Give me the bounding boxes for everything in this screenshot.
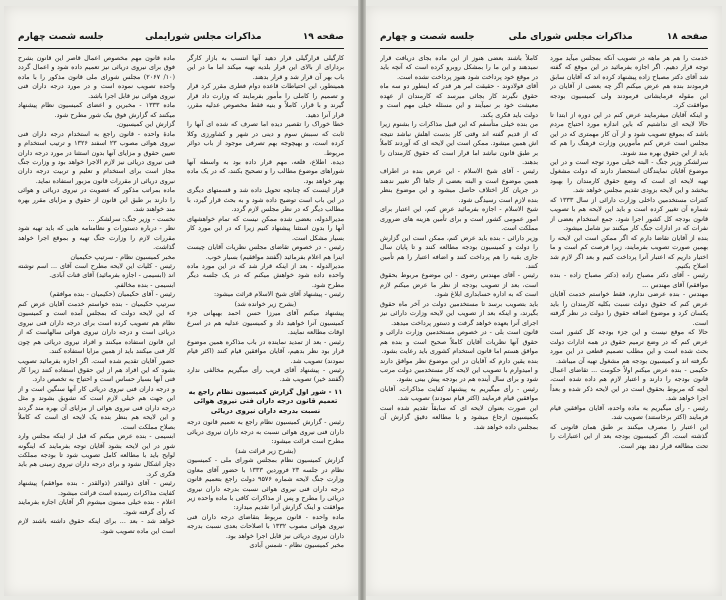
publication-title: مذاکرات مجلس شورای ملی xyxy=(508,32,633,42)
paragraph: نظر - درباره دستورات و نظامنامه هایی که باید تهیه شود مقررات لازم را وزارت جنگ تهیه و بموقع اجرا خواهد گذاشت. xyxy=(18,224,175,252)
book-gutter xyxy=(358,0,366,600)
paragraph: قانون است بلی - در خصوص مستخدمین وزارت دارائی و حقوق آنها نظریات آقایان کاملاً صحیح است و بنده هم موافق هستم اما قانون استخدام کشوری باید رعایت بشود. xyxy=(380,328,538,356)
publication-title: مذاکرات مجلس شورایملی xyxy=(145,32,262,42)
paragraph: این اعتبار را مصرف میکنند بر طبق همان قانونی که گذشته است. اگر کمیسیون بودجه بعد از این اعتبارات را تحت مطالعه قرار دهد بهتر است. xyxy=(550,422,708,450)
paragraph: شیخ الاسلام - اجازه بفرمائید عرض کنم، این اعتبار برای امور عمومی کشور است و برای تأمین هزینه های ضروری مملکت است. xyxy=(380,205,538,233)
paragraph: مخبر کمیسیون نظام - سرتیپ حکیمیان xyxy=(70,252,175,261)
paragraph: ماده بمراتب مذکور که عضویت در نیروی دریائی و هوائی را دارند بر طبق این قانون از حقوق و مزایای مقرر بهره مند خواهند شد. xyxy=(18,186,175,214)
paragraph: کاملاً باشند بعضی هنوز از این ماده بجای دریافت قرار نمیدهند و این ما را بمشکل روبرو کرده است که آنچه باید در موقع خود پرداخت شود هنوز پرداخت نشده است. xyxy=(380,54,538,81)
paragraph: رئیس - آقای مهندس رضوی - این موضوع مربوط بحقوق است، بعد از تصویب بودجه از نظر ما عرض میکنم لازم است که به اداره حسابداری ابلاغ شود. xyxy=(380,271,538,299)
header-rule xyxy=(18,48,344,49)
page-number: صفحه ۱۹ xyxy=(302,32,344,42)
paragraph: حالا که موقع نیست و این جزء بودجه کل کشور است عرض کنم که در وضع ترمیم حقوق در همه ادارات دولت بحث شده است و این مطلب تصمیم قطعی در این مورد نگرفته اند و کمیسیون بودجه هم مشغول تهیه آن میباشد. xyxy=(550,328,708,365)
paragraph: رئیس - آقای شیخ الاسلام - این عرض بنده در اطراف همین موضوع است و البته بعضی از جاها اگر تغییر ندهند در جریان کار اختلاف حاصل میشود و این موضوع بنظر بنده لازم است رسیدگی شود. xyxy=(380,167,538,204)
paragraph: کارگیلی قرارگیلی قرار دهید آنها انتسب به بازار کارگر بردارای از بالای این قرار بلدیه تهیه میکند اما ما در این باب بهر آن قرار شد و قرار بدهند. xyxy=(187,54,344,81)
paragraph: ابسیمی - بنده عرض میکنم که قبل از اینکه مجلس وارد شور در این لایحه بشود آقایان توجه بفرمایند که اینگونه لوایح باید با مطالعه کامل تصویب شود تا بودجه مملکت دچار اشکال نشود و برای درجه داران نیروی زمینی هم باید فکری کرد. xyxy=(18,432,175,478)
paragraph: مادهٔ واحده - قانون راجع به استخدام درجه داران فنی نیروی هوائی مصوب ۲۳ اسفند ۱۳۲۶ و ترتیب استخدام و تعیین حقوق و مزایای آنها بدون استثنا در مورد درجه داران فنی نیروی دریائی نیز لازم الاجرا خواهد بود و وزارت جنگ مجاز است برای استخدام و تعلیم و تربیت درجه داران نیروی دریائی از مقررات قانون مزبور استفاده نماید. xyxy=(18,129,175,185)
paragraph: باید بتصویب برسد تا مستخدمین دولت در آخر ماه حقوق بگیرند، و اینکه بعد از تصویب این لایحه وزارت دارائی نیز اجرای آنرا بعهده خواهد گرفت و دستور پرداخت میدهد. xyxy=(380,299,538,327)
paragraph: رئیس - کلیات این لایحه مطرح است آقای ... اسم نوشته اند (ابسیمی - اجازه بفرمائید) آقای قنات آبادی. xyxy=(18,261,175,280)
paragraph: نخست - وزیر جنگ: سرلشکر ... xyxy=(88,214,175,223)
page-number: صفحه ۱۸ xyxy=(666,32,708,42)
paragraph: کنترات مستخدمین داخلی وزارت دارائی از سال ۱۳۳۳ که شماره آن تغییر کرده است و باید این لایحه هم با تصویب قانون بودجه کل کشور اجرا شود. جمع استخدام بعضی از نفرات که در ادارات جنگ کار میکنند نیز شامل میشود. xyxy=(550,195,708,233)
column-right xyxy=(550,54,708,586)
paragraph: سرلشکر وزیر جنگ - البته خیلی مورد توجه است و در این موضوع آقایان نمایندگان استحضار دارند که دولت مشغول تهیه لایحه ای است که وضع حقوق کارمندان را بهبود ببخشد و این لایحه بزودی تقدیم مجلس خواهد شد. xyxy=(550,157,708,195)
paragraph: ماده ۱۳۳۳ - مخبرین و اعضای کمیسیون نظام پیشنهاد میکنند که گزارش فوق بیک شور مطرح شود. xyxy=(18,101,175,119)
page-right xyxy=(366,6,722,596)
column-right xyxy=(187,54,344,586)
text-columns-right xyxy=(380,54,708,586)
paragraph: خواهد شد - بعد ... برای اینکه حقوق داشته باشند لازم است این ماده تصویب شود. xyxy=(18,517,175,535)
paragraph: گزارش کمیسیون نظام بمجلس شورای ملی - کمیسیون نظام در جلسه ۲۳ فروردین ۱۳۳۳ با حضور آقای معاون وزارت جنگ لایحه شماره ۹۵۷۶ دولت راجع بتعمیم قانون درجه داران فنی نیروی هوائی نسبت بدرجه داران نیروی دریائی را مطرح و پس از مذاکرات کافی با ماده واحده زیر موافقت و اینک گزارش آنرا تقدیم میدارد: xyxy=(187,456,344,512)
paragraph: مدیرالدوله، بعضی شده ممکن نیست که تمام خواهشهای آنها را بدون استثنا پیشنهاد کنیم زیرا که در این مورد کار بسیار مشکل است. xyxy=(187,214,344,242)
paragraph: رئیس - آقای دکتر مصباح زاده (دکتر مصباح زاده - بنده موافقم) آقای مهندس ... xyxy=(550,271,708,289)
paragraph: من بنده خیلی متأسفم که این قبیل مذاکرات را بشنوم زیرا که از قدیم گفته اند وقتی کار بدست اهلش نباشد نتیجه اش همین میشود. ممکن است این لایحه ای که آوردند کاملاً بر طبق قانون نباشد اما قرار است که حقوق کارمندان را بدهند. xyxy=(380,120,538,166)
paragraph: همینطور، این احتیاطات قاعده دوام فطری مقرر کرد قرار و تصمیم را کاملی را مأمور بفرمایند که وزارت داد قرار گیرند و با قرار، کاملاً و بنیه فقط مخصوص عدلیه مقرر، قرار آنرا دهید. xyxy=(187,82,344,119)
paragraph: پیشنهاد میکنم آقای میرزا حسن احمد بهبهانی جزء کمیسیون آنرا خواهید داد و کمیسیون عدلیه هم در اسرع اوقات مطالعه نمایند. xyxy=(187,309,344,337)
paragraph: رئیس - رأی میگیریم به پیشنهاد کفایت مذاکرات، آقایان موافقین قیام فرمایند (اکثر قیام نمودند) تصویب شد. xyxy=(380,384,538,403)
paragraph: رئیس - آقای حکیمیان (حکیمیان - بنده موافقم) xyxy=(49,290,175,299)
paragraph: (بشرح زیر خوانده شد) xyxy=(234,299,297,308)
column-left xyxy=(380,54,538,586)
paragraph: مدیرالدوله - بعد از اینکه قرار شد که در این مورد ماده واحده داده شود خواهش میکنم که در یک جلسه دیگر مطرح شود. xyxy=(187,261,344,289)
paragraph: رئیس - آقای ذوالقدر (ذوالقدر - بنده موافقم) پیشنهاد کفایت مذاکرات رسیده است قرائت میشود. xyxy=(18,479,175,497)
paragraph: حکیمی - بنده عرض میکنم اولاً حکومت ... تقاضای اعمال قانون بودجه را دارند و اعتبار لازم هم داده شده است، آنچه که مربوط بحقوق است در این لایحه ذکر شده و بعداً اجرا خواهد شد. xyxy=(550,365,708,403)
paragraph: گزارش این کمیسیون. xyxy=(116,120,175,129)
paragraph: این صورت بعنوان لایحه ای که سابقاً تقدیم شده است بکمیسیون ارجاع میشود و با مطالعه دقیق گزارش آن بمجلس داده خواهد شد. xyxy=(380,403,538,431)
paragraph: (بشرح زیر قرائت شد) xyxy=(235,446,296,455)
page-header-left xyxy=(18,28,344,46)
paragraph: بنده یقین دارم که آقایان در این موضوع نظر موافق دارند و امیدوارم با تصویب این لایحه کار مستخدمین دولت مرتب شود و برای سال آینده هم در بودجه پیش بینی بشود. xyxy=(380,356,538,384)
paragraph: رئیس - رأی میگیریم به ماده واحده، آقایان موافقین قیام فرمایند (اکثر برخاستند) تصویب شد. xyxy=(550,403,708,422)
paragraph: وزیر دارائی - بنده باید عرض کنم، ممکن است این گزارش را دولت و کمیسیون بودجه مطالعه کنند و تا پایان سال جاری بقیه را هم پرداخت کنند و اضافه اعتبار را هم تأمین کنند. xyxy=(380,233,538,270)
paragraph: و اینکه آقایان میفرمایند عرض کنم در این دوره از ابتدا تا حالا لایحه ای نداشتیم که باین اندازه مورد احتیاج مردم باشد که بموقع تصویب شود و از آن کار مهمتری که در این مجلس است عرض کنم مأمورین وزارت فرهنگ را هم که باید از این حقوق بهره مند شوند. xyxy=(550,110,708,157)
paragraph: آقای فولادوند - حقیقت امر هر قدر که اینطور دو سه ماه حقوق نگیرند کار بجائی میرسد که کارمندان از عهده معیشت خود بر نمیآیند و این مسئله خیلی مهم است و دولت باید فکری بکند. xyxy=(380,82,538,119)
paragraph: مخبر کمیسیون نظام - شمس آبادی xyxy=(249,541,344,550)
paragraph: و درجه داران فنی نیروی دریائی کار آنها سنگین است و از این جهت هم خیلی لازم است که تشویق بشوند و مثل درجه داران فنی نیروی هوائی از مزایای آن بهره مند گردند و این لایحه هم بنظر بنده یک لایحه ای است که کاملاً بصلاح مملکت است. xyxy=(18,384,175,431)
paragraph: قرار اینست که چنانچه تحویل داده شد و قسمتهای دیگری در این باب است توضیح داده شود و به بحث قرار گیرد، با مطالب دیگر که در نظر مجلس لازم گردد. xyxy=(187,186,344,214)
text-columns-left xyxy=(18,54,344,586)
paragraph: مهندس - بنده عرضی ندارم، فقط خواستم خدمت آقایان عرض کنم که حقوق دولت نسبت بکلیه کارمندان را باید یکسان کرد و موضوع اضافه حقوق را دولت در نظر گرفته است. xyxy=(550,290,708,327)
paragraph: اعلام - بنده خیلی ممنون میشوم اگر آقایان اجازه بفرمایند که رأی گرفته شود. xyxy=(18,498,175,516)
page-left xyxy=(4,6,358,596)
paragraph: رئیس - پیشنهاد آقای شیخ الاسلام قرائت میشود: xyxy=(214,290,344,299)
paragraph: ابسیمی - بنده مخالفم. xyxy=(114,280,175,289)
paragraph: رئیس - بعد از تمدید نماینده در باب مذاکره همین موضوع قرار بود نظر بدهیم، آقایان موافقین قیام کنند (اکثر قیام نمودند) تصویب شد. xyxy=(187,337,344,365)
header-rule xyxy=(380,48,708,49)
section-heading: ۱۱ - شور اول گزارش کمیسیون نظام راجع به تعمیم قانون درجه داران فنی نیروی هوائی نسبت بدرجه داران نیروی دریائی xyxy=(188,387,343,415)
paragraph: ماده قانون مهم مخصوص اعمال قاصر این قانون بشرح فوق برای نیروی دریائی نیز تعمیم داده شود و اعمال گردد (۱۰/ ۲۰۶۷) مجلس شورای ملی قانون مذکور را با ماده واحده تصویب نموده است و در مورد درجه داران فنی نیروی هوائی نیز قابل اجرا باشد. xyxy=(18,54,175,100)
paragraph: حضور آقایان تقدیم شده است. اگر اجازه بفرمائید تصویب بشود که این افراد هم از این حقوق استفاده کنند زیرا کار فنی آنها بسیار حساس است و احتیاج به تخصص دارد. xyxy=(18,356,175,384)
paragraph: سرتیپ حکیمیان - بنده خواستم خدمت آقایان عرض کنم که این لایحه دولت که بمجلس آمده است و کمیسیون نظام هم تصویب کرده است برای درجه داران فنی نیروی دریائی است و درجه داران نیروی هوائی سالهاست که از این قانون استفاده میکنند و افراد نیروی دریائی هم چون کار فنی میکنند باید از همین مزایا استفاده کنند. xyxy=(18,299,175,356)
paragraph: ماده واحده - قانون مربوط بتقاضای درجه داران فنی نیروی هوائی مصوب ۱۳۳۲ با اصلاحات بعدی نسبت بدرجه داران نیروی دریائی نیز قابل اجرا خواهد بود. xyxy=(187,512,344,540)
column-left xyxy=(18,54,175,586)
page-header-right xyxy=(380,28,708,46)
paragraph: دیده. اطلاع، فلعه، مهم قرار داده بود به واسطه آنها شوراهای موضوع مطالب را و تصحیح بکنند، که در یک ماده بهتر خواهد بود. xyxy=(187,157,344,185)
session-title: جلسه شصت و چهارم xyxy=(380,32,475,42)
session-title: جلسه شصت چهارم xyxy=(18,32,104,42)
paragraph: بنده از آقایان تقاضا دارم که اگر ممکن است این لایحه را بهمین صورت تصویب بفرمایند، زیرا فرصت کم است و ما اختیار داریم که اعتبار آنرا پرداخت کنیم و بعد اگر لازم شد اصلاح بکنیم. xyxy=(550,233,708,270)
paragraph: رئیس - گزارش کمیسیون نظام راجع به تعمیم قانون درجه داران فنی نیروی هوائی نسبت به درجه داران نیروی دریائی مطرح است قرائت میشود: xyxy=(187,418,344,446)
paragraph: خطا خوراک را تقصیر دیده اما تصرف که شده ای آنها را ثابت که سببش سوم و دینی در شهر و کشاورزی وکلا کرده است، و بهیچوجه بهم تصرفی موجود از باب دوائر مربوط. xyxy=(187,120,344,157)
paragraph: رئیس - پیشنهاد آقای قریب رأی میگیریم مخالفی ندارد (گفتند خیر) تصویب شد. xyxy=(187,365,344,384)
paragraph: خدمت را هم هر ماهه در تصویب آنکه بمجلس میآید مورد توجه قرار دهیم. اگر اجازه بفرمائید در این موقع که گفته شد آقای دکتر مصباح زاده پیشنهاد کرده اند که آقایان سابق فرمودند بنده هم عرض میکنم اگر چه بعضی از آقایان در این مقوله فرمایشاتی فرمودند ولی کمیسیون بودجه موافقت کرد. xyxy=(550,54,708,110)
paragraph: رئیس - در خصوص تقاضای مجلس نظریات آقایان چیست اینرا هم اعلام بفرمائید (گفتند موافقیم) بسیار خوب. xyxy=(187,243,344,261)
